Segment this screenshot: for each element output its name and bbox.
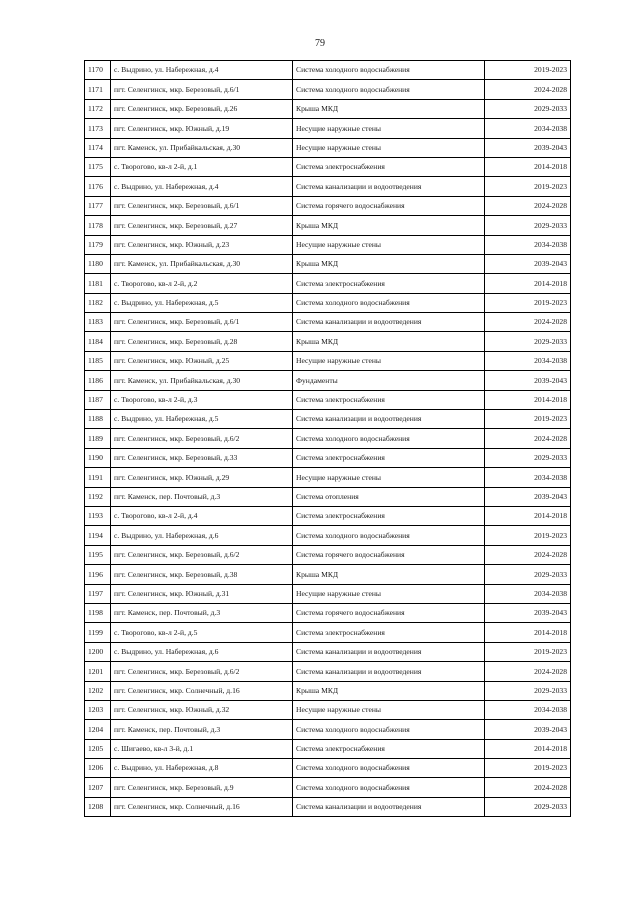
table-row	[85, 274, 571, 293]
table-row	[85, 390, 571, 409]
table-row	[85, 797, 571, 816]
address-cell: пгт. Селенгинск, мкр. Березовый, д.6/1	[111, 196, 293, 215]
table-row	[85, 371, 571, 390]
period-cell: 2024-2028	[485, 196, 571, 215]
address-cell: пгт. Каменск, пер. Почтовый, д.3	[111, 720, 293, 739]
row-number-cell: 1178	[85, 216, 111, 235]
address-cell: пгт. Селенгинск, мкр. Южный, д.29	[111, 468, 293, 487]
system-cell: Крыша МКД	[293, 681, 485, 700]
address-cell: пгт. Селенгинск, мкр. Березовый, д.38	[111, 565, 293, 584]
period-cell: 2014-2018	[485, 274, 571, 293]
system-cell: Система холодного водоснабжения	[293, 526, 485, 545]
address-cell: с. Выдрино, ул. Набережная, д.4	[111, 177, 293, 196]
system-cell: Система электроснабжения	[293, 448, 485, 467]
address-cell: с. Выдрино, ул. Набережная, д.5	[111, 410, 293, 429]
system-cell: Система канализации и водоотведения	[293, 313, 485, 332]
row-number-cell: 1191	[85, 468, 111, 487]
table-row	[85, 565, 571, 584]
row-number-cell: 1184	[85, 332, 111, 351]
row-number-cell: 1181	[85, 274, 111, 293]
row-number-cell: 1180	[85, 254, 111, 273]
row-number-cell: 1199	[85, 623, 111, 642]
table-row	[85, 293, 571, 312]
table-row	[85, 410, 571, 429]
table-row	[85, 720, 571, 739]
system-cell: Система отопления	[293, 487, 485, 506]
registry-table-body	[85, 61, 571, 817]
system-cell: Система электроснабжения	[293, 157, 485, 176]
period-cell: 2034-2038	[485, 119, 571, 138]
table-row	[85, 662, 571, 681]
period-cell: 2014-2018	[485, 739, 571, 758]
system-cell: Система канализации и водоотведения	[293, 797, 485, 816]
address-cell: пгт. Селенгинск, мкр. Южный, д.19	[111, 119, 293, 138]
system-cell: Крыша МКД	[293, 254, 485, 273]
period-cell: 2039-2043	[485, 138, 571, 157]
system-cell: Система канализации и водоотведения	[293, 177, 485, 196]
address-cell: с. Выдрино, ул. Набережная, д.8	[111, 759, 293, 778]
period-cell: 2034-2038	[485, 700, 571, 719]
period-cell: 2034-2038	[485, 584, 571, 603]
system-cell: Система холодного водоснабжения	[293, 759, 485, 778]
row-number-cell: 1202	[85, 681, 111, 700]
system-cell: Система холодного водоснабжения	[293, 720, 485, 739]
period-cell: 2024-2028	[485, 545, 571, 564]
table-row	[85, 778, 571, 797]
address-cell: пгт. Селенгинск, мкр. Южный, д.25	[111, 351, 293, 370]
address-cell: пгт. Селенгинск, мкр. Березовый, д.33	[111, 448, 293, 467]
table-row	[85, 157, 571, 176]
table-row	[85, 448, 571, 467]
table-row	[85, 254, 571, 273]
address-cell: пгт. Каменск, пер. Почтовый, д.3	[111, 603, 293, 622]
address-cell: с. Выдрино, ул. Набережная, д.6	[111, 642, 293, 661]
table-row	[85, 526, 571, 545]
table-row	[85, 138, 571, 157]
table-row	[85, 487, 571, 506]
period-cell: 2039-2043	[485, 371, 571, 390]
address-cell: с. Выдрино, ул. Набережная, д.5	[111, 293, 293, 312]
period-cell: 2019-2023	[485, 526, 571, 545]
system-cell: Система горячего водоснабжения	[293, 603, 485, 622]
row-number-cell: 1190	[85, 448, 111, 467]
period-cell: 2019-2023	[485, 642, 571, 661]
row-number-cell: 1173	[85, 119, 111, 138]
row-number-cell: 1201	[85, 662, 111, 681]
table-row	[85, 351, 571, 370]
table-row	[85, 468, 571, 487]
table-row	[85, 177, 571, 196]
system-cell: Крыша МКД	[293, 565, 485, 584]
row-number-cell: 1189	[85, 429, 111, 448]
period-cell: 2019-2023	[485, 293, 571, 312]
period-cell: 2029-2033	[485, 565, 571, 584]
address-cell: пгт. Селенгинск, мкр. Березовый, д.26	[111, 99, 293, 118]
system-cell: Крыша МКД	[293, 332, 485, 351]
system-cell: Фундаменты	[293, 371, 485, 390]
system-cell: Система канализации и водоотведения	[293, 662, 485, 681]
row-number-cell: 1206	[85, 759, 111, 778]
address-cell: пгт. Селенгинск, мкр. Южный, д.32	[111, 700, 293, 719]
row-number-cell: 1174	[85, 138, 111, 157]
row-number-cell: 1192	[85, 487, 111, 506]
row-number-cell: 1187	[85, 390, 111, 409]
address-cell: пгт. Селенгинск, мкр. Березовый, д.28	[111, 332, 293, 351]
address-cell: с. Творогово, кв-л 2-й, д.1	[111, 157, 293, 176]
row-number-cell: 1195	[85, 545, 111, 564]
period-cell: 2029-2033	[485, 448, 571, 467]
row-number-cell: 1196	[85, 565, 111, 584]
address-cell: пгт. Каменск, пер. Почтовый, д.3	[111, 487, 293, 506]
period-cell: 2019-2023	[485, 759, 571, 778]
system-cell: Система холодного водоснабжения	[293, 778, 485, 797]
row-number-cell: 1170	[85, 61, 111, 80]
period-cell: 2029-2033	[485, 332, 571, 351]
period-cell: 2029-2033	[485, 99, 571, 118]
table-row	[85, 313, 571, 332]
period-cell: 2019-2023	[485, 61, 571, 80]
row-number-cell: 1175	[85, 157, 111, 176]
row-number-cell: 1198	[85, 603, 111, 622]
row-number-cell: 1185	[85, 351, 111, 370]
address-cell: пгт. Каменск, ул. Прибайкальская, д.30	[111, 138, 293, 157]
table-row	[85, 506, 571, 525]
table-row	[85, 80, 571, 99]
row-number-cell: 1176	[85, 177, 111, 196]
period-cell: 2039-2043	[485, 487, 571, 506]
system-cell: Система электроснабжения	[293, 506, 485, 525]
address-cell: пгт. Селенгинск, мкр. Солнечный, д.16	[111, 797, 293, 816]
row-number-cell: 1183	[85, 313, 111, 332]
row-number-cell: 1172	[85, 99, 111, 118]
period-cell: 2039-2043	[485, 720, 571, 739]
period-cell: 2029-2033	[485, 681, 571, 700]
period-cell: 2029-2033	[485, 797, 571, 816]
system-cell: Несущие наружные стены	[293, 468, 485, 487]
address-cell: с. Творогово, кв-л 2-й, д.3	[111, 390, 293, 409]
address-cell: пгт. Селенгинск, мкр. Березовый, д.27	[111, 216, 293, 235]
table-row	[85, 759, 571, 778]
table-row	[85, 603, 571, 622]
row-number-cell: 1179	[85, 235, 111, 254]
period-cell: 2039-2043	[485, 603, 571, 622]
system-cell: Система холодного водоснабжения	[293, 61, 485, 80]
table-row	[85, 61, 571, 80]
period-cell: 2014-2018	[485, 623, 571, 642]
address-cell: пгт. Селенгинск, мкр. Березовый, д.6/1	[111, 80, 293, 99]
address-cell: пгт. Каменск, ул. Прибайкальская, д.30	[111, 371, 293, 390]
system-cell: Система холодного водоснабжения	[293, 293, 485, 312]
system-cell: Система холодного водоснабжения	[293, 429, 485, 448]
row-number-cell: 1207	[85, 778, 111, 797]
table-row	[85, 545, 571, 564]
address-cell: пгт. Селенгинск, мкр. Солнечный, д.16	[111, 681, 293, 700]
row-number-cell: 1200	[85, 642, 111, 661]
table-row	[85, 623, 571, 642]
row-number-cell: 1194	[85, 526, 111, 545]
table-row	[85, 216, 571, 235]
address-cell: пгт. Каменск, ул. Прибайкальская, д.30	[111, 254, 293, 273]
row-number-cell: 1204	[85, 720, 111, 739]
row-number-cell: 1177	[85, 196, 111, 215]
system-cell: Несущие наружные стены	[293, 700, 485, 719]
period-cell: 2034-2038	[485, 351, 571, 370]
system-cell: Система электроснабжения	[293, 623, 485, 642]
system-cell: Система канализации и водоотведения	[293, 642, 485, 661]
period-cell: 2024-2028	[485, 778, 571, 797]
system-cell: Крыша МКД	[293, 216, 485, 235]
row-number-cell: 1197	[85, 584, 111, 603]
period-cell: 2034-2038	[485, 235, 571, 254]
system-cell: Система горячего водоснабжения	[293, 545, 485, 564]
system-cell: Система горячего водоснабжения	[293, 196, 485, 215]
address-cell: пгт. Селенгинск, мкр. Березовый, д.6/2	[111, 545, 293, 564]
row-number-cell: 1171	[85, 80, 111, 99]
period-cell: 2014-2018	[485, 506, 571, 525]
address-cell: с. Творогово, кв-л 2-й, д.5	[111, 623, 293, 642]
system-cell: Несущие наружные стены	[293, 584, 485, 603]
period-cell: 2014-2018	[485, 390, 571, 409]
table-row	[85, 332, 571, 351]
registry-table	[84, 60, 571, 817]
period-cell: 2019-2023	[485, 410, 571, 429]
period-cell: 2024-2028	[485, 429, 571, 448]
system-cell: Система холодного водоснабжения	[293, 80, 485, 99]
address-cell: пгт. Селенгинск, мкр. Южный, д.31	[111, 584, 293, 603]
row-number-cell: 1182	[85, 293, 111, 312]
table-row	[85, 681, 571, 700]
address-cell: с. Выдрино, ул. Набережная, д.6	[111, 526, 293, 545]
address-cell: с. Творогово, кв-л 2-й, д.4	[111, 506, 293, 525]
system-cell: Система электроснабжения	[293, 739, 485, 758]
row-number-cell: 1203	[85, 700, 111, 719]
table-row	[85, 235, 571, 254]
page-number: 79	[315, 38, 325, 49]
row-number-cell: 1186	[85, 371, 111, 390]
system-cell: Система канализации и водоотведения	[293, 410, 485, 429]
system-cell: Крыша МКД	[293, 99, 485, 118]
row-number-cell: 1205	[85, 739, 111, 758]
period-cell: 2024-2028	[485, 662, 571, 681]
address-cell: пгт. Селенгинск, мкр. Южный, д.23	[111, 235, 293, 254]
period-cell: 2019-2023	[485, 177, 571, 196]
system-cell: Несущие наружные стены	[293, 235, 485, 254]
table-row	[85, 584, 571, 603]
table-row	[85, 642, 571, 661]
system-cell: Система электроснабжения	[293, 274, 485, 293]
row-number-cell: 1208	[85, 797, 111, 816]
row-number-cell: 1193	[85, 506, 111, 525]
period-cell: 2014-2018	[485, 157, 571, 176]
system-cell: Система электроснабжения	[293, 390, 485, 409]
address-cell: пгт. Селенгинск, мкр. Березовый, д.6/1	[111, 313, 293, 332]
row-number-cell: 1188	[85, 410, 111, 429]
table-row	[85, 119, 571, 138]
table-row	[85, 739, 571, 758]
period-cell: 2024-2028	[485, 313, 571, 332]
system-cell: Несущие наружные стены	[293, 119, 485, 138]
table-row	[85, 196, 571, 215]
address-cell: пгт. Селенгинск, мкр. Березовый, д.6/2	[111, 429, 293, 448]
table-row	[85, 99, 571, 118]
address-cell: пгт. Селенгинск, мкр. Березовый, д.9	[111, 778, 293, 797]
period-cell: 2034-2038	[485, 468, 571, 487]
period-cell: 2024-2028	[485, 80, 571, 99]
address-cell: с. Творогово, кв-л 2-й, д.2	[111, 274, 293, 293]
table-row	[85, 429, 571, 448]
period-cell: 2039-2043	[485, 254, 571, 273]
address-cell: с. Шигаево, кв-л 3-й, д.1	[111, 739, 293, 758]
system-cell: Несущие наружные стены	[293, 351, 485, 370]
system-cell: Несущие наружные стены	[293, 138, 485, 157]
address-cell: пгт. Селенгинск, мкр. Березовый, д.6/2	[111, 662, 293, 681]
table-row	[85, 700, 571, 719]
address-cell: с. Выдрино, ул. Набережная, д.4	[111, 61, 293, 80]
period-cell: 2029-2033	[485, 216, 571, 235]
